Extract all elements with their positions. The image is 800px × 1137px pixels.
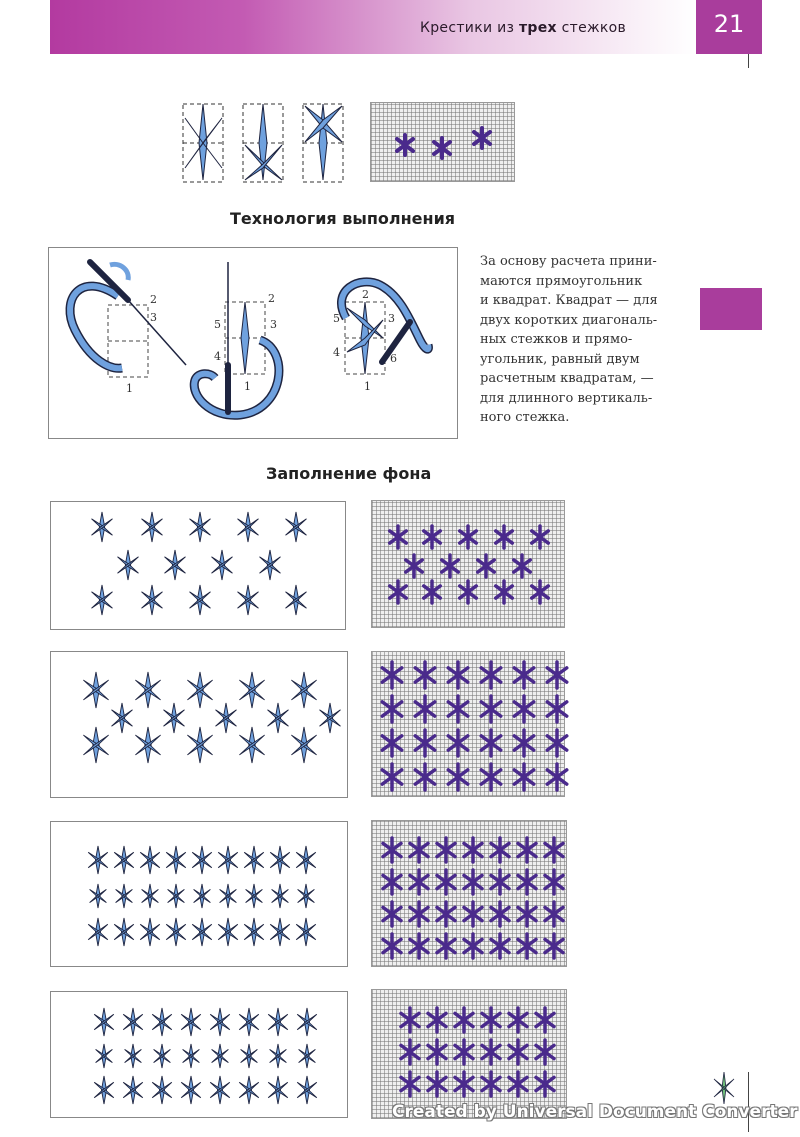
ornament-star-icon (714, 1072, 734, 1104)
label-mid-2: 2 (268, 292, 275, 305)
label-mid-1: 1 (244, 380, 251, 393)
label-left-2: 2 (150, 293, 157, 306)
body-line: ного стежка. (480, 410, 570, 425)
label-left-1: 1 (126, 382, 133, 395)
technology-title: Технология выполнения (230, 209, 456, 228)
body-line: и квадрат. Квадрат — для (480, 293, 658, 308)
header-title-suffix: стежков (556, 20, 627, 36)
header-title-bold: трех (519, 20, 557, 36)
body-line: двух коротких диагональ- (480, 312, 658, 328)
background-fill-title: Заполнение фона (266, 464, 432, 483)
body-line: для длинного вертикаль- (480, 390, 653, 406)
label-right-6: 6 (390, 352, 397, 365)
label-left-3: 3 (150, 311, 157, 324)
label-right-3: 3 (388, 312, 395, 325)
body-line: угольник, равный двум (480, 351, 640, 367)
label-right-4: 4 (333, 346, 340, 359)
header-title-prefix: Крестики из (420, 20, 519, 36)
label-right-5: 5 (333, 312, 340, 325)
watermark: Created by Universal Document Converter (392, 1102, 798, 1122)
body-line: За основу расчета прини- (480, 254, 657, 269)
body-line: ных стежков и прямо- (480, 332, 633, 347)
label-right-1: 1 (364, 380, 371, 393)
label-right-2: 2 (362, 288, 369, 301)
label-mid-5: 5 (214, 318, 221, 331)
page-number: 21 (713, 10, 745, 38)
body-line: маются прямоугольник (480, 273, 643, 289)
body-line: расчетным квадратам, — (480, 371, 654, 386)
label-mid-4: 4 (214, 350, 221, 363)
label-mid-3: 3 (270, 318, 277, 331)
